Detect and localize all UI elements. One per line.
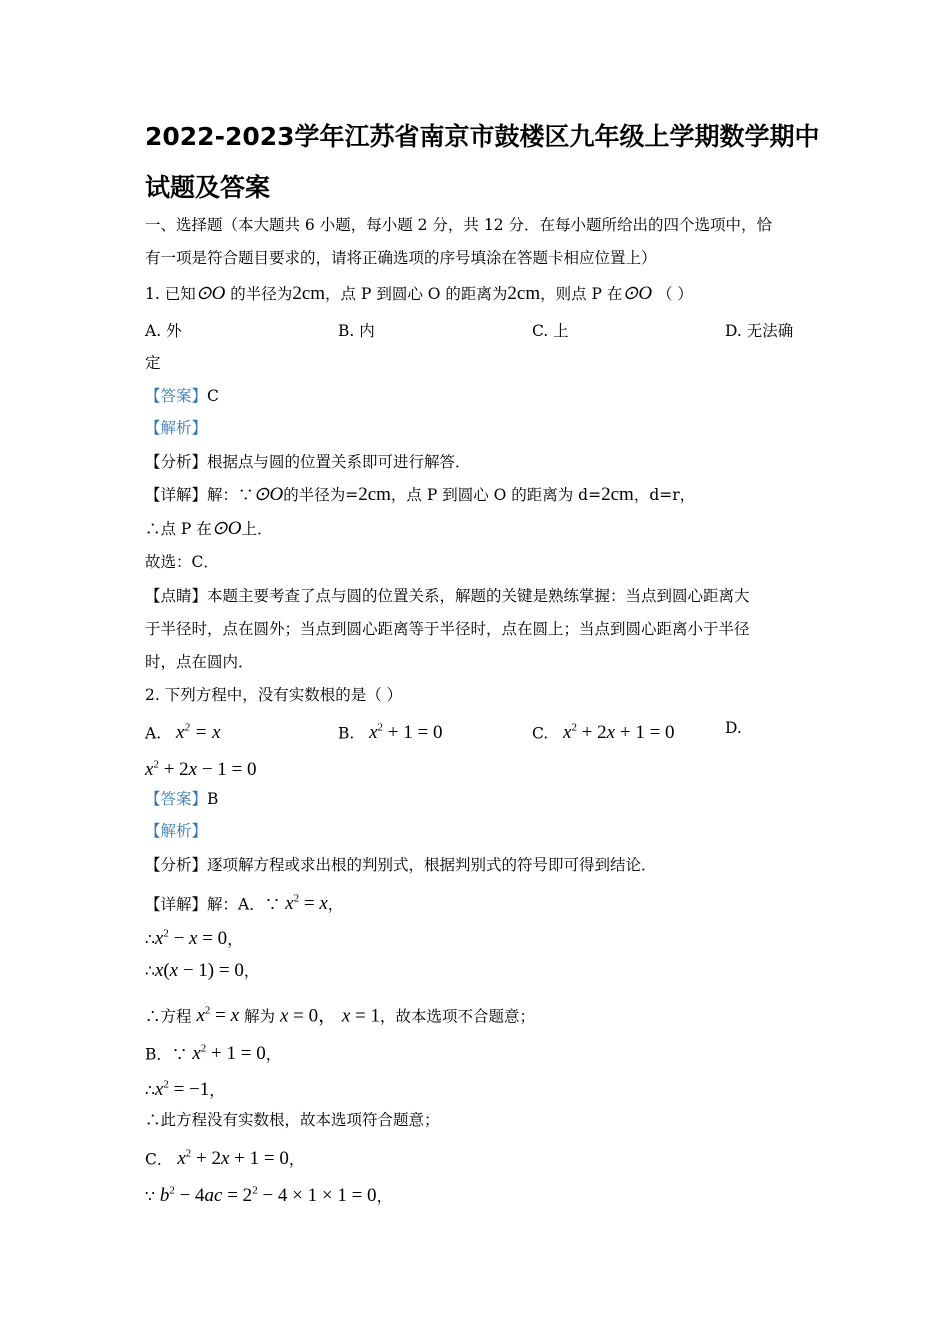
dianjing-label: 【点睛】 [145, 587, 208, 605]
distance-value: 2cm [601, 484, 634, 505]
q2-step-3 [145, 1001, 535, 1026]
therefore-text-a: ∴点 P 在 [145, 520, 212, 538]
q2-step-6: ∴此方程没有实数根，故本选项符合题意； [145, 1111, 440, 1129]
option-c-reason: C． [145, 1150, 173, 1169]
q2-step-8: ∵ $b^2 - 4ac = 2^2 - 4 \times 1 \times 1 = 0$， [145, 1185, 393, 1207]
xiangjie-label: 【详解】 [145, 486, 208, 504]
step-equation: $x^2 = x$ [196, 1005, 240, 1027]
q1-stem-e: （ ） [657, 285, 693, 303]
fenxi-label: 【分析】 [145, 453, 208, 471]
document-title-line1: 2022-2023学年江苏省南京市鼓楼区九年级上学期数学期中 [145, 122, 820, 151]
xiangjie-text-a: 解：A．∵ [207, 895, 281, 914]
q1-option-d: D. 无法确 [725, 322, 794, 340]
q2-fenxi [145, 855, 657, 875]
q1-dianjing-3: 时，点在圆内． [145, 653, 254, 671]
xiangjie-text-d: ，d=r， [633, 486, 696, 504]
q1-option-c: C. 上 [532, 322, 569, 340]
therefore-symbol: ∴ [145, 1081, 155, 1100]
q2-analysis-label: 【解析】 [145, 822, 208, 840]
q1-stem-c: ，点 P 到圆心 O 的距离为 [325, 285, 508, 303]
step-equation: $x^2 + 2x + 1 = 0$ [177, 1148, 289, 1170]
xiangjie-label: 【详解】 [145, 895, 208, 914]
therefore-symbol: ∴ [145, 962, 155, 980]
section-heading-line1: 一、选择题（本大题共 6 小题，每小题 2 分，共 12 分．在每小题所给出的四个选项中，恰 [145, 216, 773, 234]
answer-label: 【答案】 [145, 387, 208, 405]
q2-step-5: $\therefore x^2 = -1$， [145, 1079, 225, 1101]
q2-option-d-label: D. [725, 719, 742, 737]
discriminant-equation: $b^2 - 4ac = 2^2 - 4 \times 1 \times 1 = 0$ [159, 1185, 377, 1207]
equation-a: $x^2 = x$ [175, 722, 221, 744]
answer-value: C [207, 387, 219, 405]
radius-value: 2cm [292, 283, 326, 304]
therefore-symbol: ∴ [145, 930, 155, 949]
q2-step-2: ∴x(x − 1) = 0， [145, 960, 260, 981]
q1-stem-b: 的半径为 [225, 285, 293, 303]
circle-o-symbol: ⊙O [622, 283, 653, 304]
equation-d: $x^2 + 2x - 1 = 0$ [145, 759, 257, 781]
step-equation: x(x − 1) = 0 [154, 960, 244, 981]
option-a-label: A. [145, 724, 162, 743]
fenxi-text: 逐项解方程或求出根的判别式，根据判别式的符号即可得到结论． [207, 856, 657, 874]
step-equation: $x^2 = x$ [285, 893, 328, 915]
because-symbol: ∵ [145, 1187, 155, 1206]
q1-therefore [145, 519, 272, 539]
q2-step-c: C． $x^2 + 2x + 1 = 0$， [145, 1148, 305, 1170]
fenxi-label: 【分析】 [145, 856, 208, 874]
q1-option-a: A. 外 [145, 322, 182, 340]
q1-answer [145, 386, 219, 406]
step-equation: $x^2 + 1 = 0$ [192, 1043, 266, 1065]
q1-option-b: B. 内 [338, 322, 375, 340]
circle-o-symbol: ⊙O [253, 484, 284, 505]
answer-label: 【答案】 [145, 790, 208, 808]
step-equation: $x^2 = -1$ [154, 1079, 210, 1101]
section-heading-line2: 有一项是符合题目要求的，请将正确选项的序号填涂在答题卡相应位置上） [145, 249, 657, 267]
q1-dianjing-1 [145, 586, 750, 606]
q1-stem-d: ，则点 P 在 [540, 285, 623, 303]
circle-o-symbol: ⊙O [211, 518, 242, 539]
q1-xiangjie [145, 485, 695, 505]
step-text-c: ，故本选项不合题意； [380, 1007, 536, 1026]
q2-step-b: B．∵ $x^2 + 1 = 0$， [145, 1043, 282, 1065]
answer-value: B [207, 790, 219, 808]
option-c-label: C. [532, 724, 549, 743]
q2-step-1: $\therefore x^2 - x = 0$， [145, 928, 243, 950]
option-b-reason: B．∵ [145, 1045, 188, 1064]
q1-stem [145, 284, 693, 304]
circle-o-symbol: ⊙O [195, 283, 226, 304]
therefore-text-b: 上． [241, 520, 273, 538]
q1-guxuan: 故选：C． [145, 553, 219, 571]
q1-dianjing-2: 于半径时，点在圆外；当点到圆心距离等于半径时，点在圆上；当点到圆心距离小于半径 [145, 620, 750, 638]
q1-analysis-label: 【解析】 [145, 419, 208, 437]
q2-option-b [338, 718, 442, 743]
q2-xiangjie: 【详解】解：A．∵ $x^2 = x$， [145, 893, 344, 915]
option-b-label: B. [338, 724, 355, 743]
step-equation: $x^2 - x = 0$ [154, 928, 228, 950]
step-roots: x = 0， x = 1 [279, 1005, 380, 1027]
q2-answer [145, 789, 218, 809]
step-text-b: 解为 [243, 1007, 275, 1026]
q2-option-d [145, 755, 257, 780]
q2-option-a [145, 718, 221, 743]
dianjing-text-1: 本题主要考查了点与圆的位置关系，解题的关键是熟练掌握：当点到圆心距离大 [207, 587, 750, 605]
xiangjie-text-c: ，点 P 到圆心 O 的距离为 d= [390, 486, 602, 504]
equation-b: $x^2 + 1 = 0$ [369, 722, 443, 744]
xiangjie-text-b: 的半径为= [283, 486, 359, 504]
q1-option-d-continued: 定 [145, 354, 161, 372]
q2-option-c [532, 718, 675, 743]
fenxi-text: 根据点与圆的位置关系即可进行解答． [207, 453, 471, 471]
distance-value: 2cm [507, 283, 541, 304]
equation-c: $x^2 + 2x + 1 = 0$ [563, 722, 675, 744]
step-text-a: ∴方程 [145, 1007, 192, 1026]
q1-fenxi [145, 452, 471, 472]
q1-stem-a: 1. 已知 [145, 285, 196, 303]
q2-stem: 2. 下列方程中，没有实数根的是（ ） [145, 686, 403, 704]
xiangjie-text-a: 解：∵ [207, 486, 254, 504]
document-title-line2: 试题及答案 [145, 173, 271, 202]
radius-value: 2cm [358, 484, 391, 505]
